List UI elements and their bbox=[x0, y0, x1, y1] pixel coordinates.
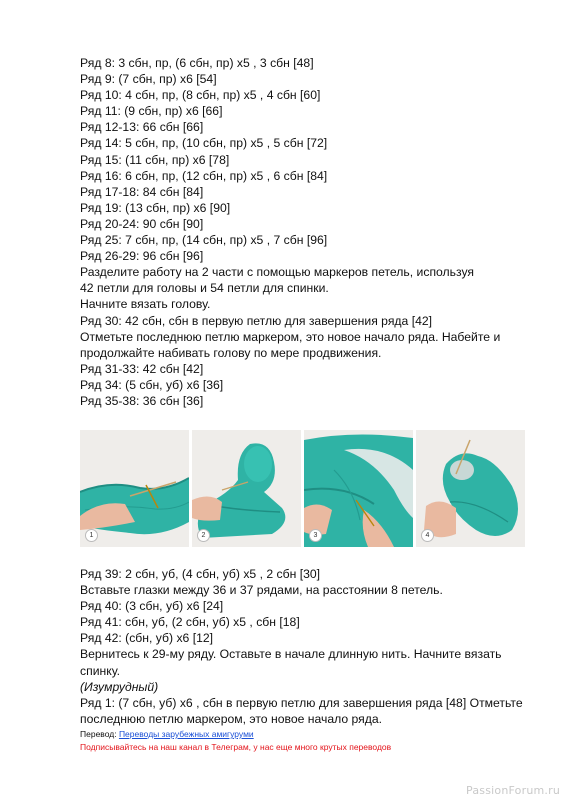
instruction-text: Отметьте последнюю петлю маркером, это новое начало ряда. Набейте и bbox=[80, 329, 501, 344]
row-line: Ряд 16: 6 сбн, пр, (12 сбн, пр) х5 , 6 сбн [84] bbox=[80, 168, 328, 183]
row-line: Ряд 42: (сбн, уб) х6 [12] bbox=[80, 631, 214, 646]
instruction-text: продолжайте набивать голову по мере продвижения. bbox=[80, 345, 382, 360]
subscribe-text: Подписывайтесь на наш канал в Телеграм, у нас еще много крутых переводов bbox=[80, 741, 392, 752]
row-line: Ряд 17-18: 84 сбн [84] bbox=[80, 184, 204, 199]
section-title: (Изумрудный) bbox=[80, 679, 159, 694]
site-watermark: PassionForum.ru bbox=[466, 784, 560, 797]
row-line: Ряд 12-13: 66 сбн [66] bbox=[80, 120, 204, 135]
instruction-text: спинку. bbox=[80, 663, 120, 678]
step-photo-3 bbox=[304, 430, 413, 547]
photo-number-badge: 2 bbox=[197, 529, 210, 542]
row-line: Ряд 39: 2 сбн, уб, (4 сбн, уб) х5 , 2 сбн [30] bbox=[80, 567, 321, 581]
crochet-photo-image bbox=[304, 430, 413, 547]
step-photo-1 bbox=[80, 430, 189, 547]
row-line: Ряд 20-24: 90 сбн [90] bbox=[80, 216, 204, 231]
instruction-text: Начните вязать голову. bbox=[80, 297, 211, 312]
row-line: Ряд 40: (3 сбн, уб) х6 [24] bbox=[80, 599, 224, 614]
instructions-top bbox=[80, 55, 520, 409]
row-line: Ряд 35-38: 36 сбн [36] bbox=[80, 393, 204, 408]
row-line: Ряд 34: (5 сбн, уб) х6 [36] bbox=[80, 377, 224, 392]
translation-label: Перевод: bbox=[80, 729, 119, 739]
row-line: Ряд 19: (13 сбн, пр) х6 [90] bbox=[80, 200, 231, 215]
row-line: Ряд 31-33: 42 сбн [42] bbox=[80, 361, 204, 376]
row-line: Ряд 15: (11 сбн, пр) х6 [78] bbox=[80, 152, 230, 167]
footer bbox=[80, 728, 520, 753]
photo-number-badge: 1 bbox=[85, 529, 98, 542]
crochet-photo-image bbox=[416, 430, 525, 547]
photo-number-badge: 4 bbox=[421, 529, 434, 542]
instruction-text: Разделите работу на 2 части с помощью маркеров петель, используя bbox=[80, 265, 475, 280]
photo-number-badge: 3 bbox=[309, 529, 322, 542]
step-photos bbox=[80, 430, 524, 547]
step-photo-2 bbox=[192, 430, 301, 547]
crochet-photo-image bbox=[192, 430, 301, 547]
instruction-text: Вставьте глазки между 36 и 37 рядами, на расстоянии 8 петель. bbox=[80, 583, 443, 598]
row-line: Ряд 30: 42 сбн, сбн в первую петлю для завершения ряда [42] bbox=[80, 313, 433, 328]
row-line: Ряд 14: 5 сбн, пр, (10 сбн, пр) х5 , 5 сбн [72] bbox=[80, 136, 328, 151]
row-line: Ряд 9: (7 сбн, пр) х6 [54] bbox=[80, 72, 217, 87]
row-line: Ряд 11: (9 сбн, пр) х6 [66] bbox=[80, 104, 223, 119]
instruction-text: Вернитесь к 29-му ряду. Оставьте в начале длинную нить. Начните вязать bbox=[80, 647, 502, 662]
crochet-photo-image bbox=[80, 430, 189, 547]
row-line: Ряд 1: (7 сбн, уб) х6 , сбн в первую петлю для завершения ряда [48] Отметьте bbox=[80, 695, 523, 710]
row-line: Ряд 26-29: 96 сбн [96] bbox=[80, 249, 204, 264]
step-photo-4 bbox=[416, 430, 525, 547]
translation-link[interactable]: Переводы зарубежных амигуруми bbox=[118, 729, 254, 739]
row-line: Ряд 10: 4 сбн, пр, (8 сбн, пр) х5 , 4 сбн [60] bbox=[80, 88, 321, 103]
row-line: Ряд 41: сбн, уб, (2 сбн, уб) х5 , сбн [18] bbox=[80, 615, 300, 630]
instructions-bottom bbox=[80, 566, 523, 727]
row-line: Ряд 25: 7 сбн, пр, (14 сбн, пр) х5 , 7 сбн [96] bbox=[80, 233, 328, 248]
translation-credit bbox=[80, 728, 520, 741]
row-line: Ряд 8: 3 сбн, пр, (6 сбн, пр) х5 , 3 сбн [48] bbox=[80, 56, 314, 70]
instruction-text: последнюю петлю маркером, это новое начало ряда. bbox=[80, 711, 383, 726]
instruction-text: 42 петли для головы и 54 петли для спинки. bbox=[80, 281, 329, 296]
